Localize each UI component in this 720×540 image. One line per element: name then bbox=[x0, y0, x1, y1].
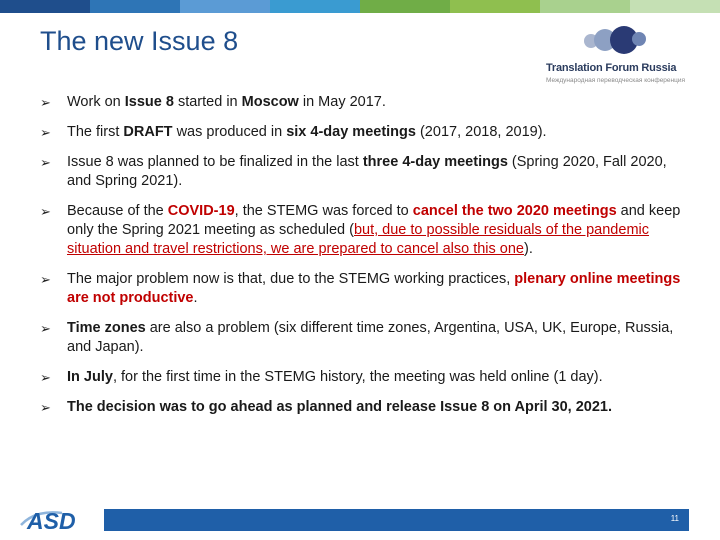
bullet-text-run: Moscow bbox=[241, 94, 299, 110]
bullet-item bbox=[40, 398, 690, 417]
bullet-text-run: The first bbox=[67, 124, 124, 140]
arrow-bullet-icon: ➢ bbox=[40, 272, 51, 287]
bullet-text-run: Issue 8 was planned to be finalized in the last bbox=[67, 154, 363, 170]
top-stripe-segment bbox=[0, 0, 90, 13]
asd-logo-text: ASD bbox=[27, 508, 76, 533]
bullet-list bbox=[40, 93, 690, 428]
bullet-text-run: , the STEMG was forced to bbox=[234, 203, 413, 219]
logo-name: Translation Forum Russia bbox=[546, 62, 677, 74]
top-stripe-segment bbox=[540, 0, 630, 13]
bullet-text bbox=[67, 202, 690, 259]
arrow-bullet-icon: ➢ bbox=[40, 125, 51, 140]
bullet-item bbox=[40, 153, 690, 191]
bullet-item bbox=[40, 368, 690, 387]
bullet-text bbox=[67, 368, 603, 387]
bullet-text-run: was produced in bbox=[172, 124, 287, 140]
arrow-bullet-icon: ➢ bbox=[40, 370, 51, 385]
bullet-text-run: in May 2017. bbox=[298, 94, 386, 110]
asd-logo bbox=[18, 503, 90, 533]
bullet-text-run: , for the first time in the STEMG history, the meeting was held online (1 day). bbox=[112, 369, 603, 385]
top-stripe-segment bbox=[270, 0, 360, 13]
bullet-text-run: In July bbox=[67, 369, 113, 385]
logo-subtitle: Международная переводческая конференция bbox=[546, 77, 686, 84]
top-stripe-segment bbox=[450, 0, 540, 13]
bullet-text-run: Work on bbox=[67, 94, 125, 110]
arrow-bullet-icon: ➢ bbox=[40, 155, 51, 170]
bullet-text-run: cancel the two 2020 meetings bbox=[412, 203, 617, 219]
bullet-text-run: started in bbox=[173, 94, 242, 110]
page-number: 11 bbox=[670, 514, 679, 523]
logo-circles-icon bbox=[584, 26, 644, 54]
arrow-bullet-icon: ➢ bbox=[40, 400, 51, 415]
bullet-text-run: are also a problem (six different time zones, Argentina, USA, UK, Europe, Russia, and Japan). bbox=[67, 320, 674, 355]
bullet-text-run: . bbox=[193, 290, 198, 306]
bullet-item bbox=[40, 123, 690, 142]
bullet-text-run: three 4-day meetings bbox=[362, 154, 508, 170]
bullet-text bbox=[67, 93, 386, 112]
arrow-bullet-icon: ➢ bbox=[40, 321, 51, 336]
top-color-stripe bbox=[0, 0, 720, 13]
bullet-item bbox=[40, 202, 690, 259]
bullet-text-run: DRAFT bbox=[123, 124, 173, 140]
arrow-bullet-icon: ➢ bbox=[40, 95, 51, 110]
bullet-text-run: Time zones bbox=[67, 320, 146, 336]
bullet-text bbox=[67, 153, 690, 191]
bullet-item bbox=[40, 319, 690, 357]
arrow-bullet-icon: ➢ bbox=[40, 204, 51, 219]
bullet-text-run: Because of the bbox=[67, 203, 168, 219]
bullet-text-run: Issue 8 bbox=[124, 94, 174, 110]
bullet-text bbox=[67, 319, 690, 357]
bullet-text-run: (2017, 2018, 2019). bbox=[415, 124, 547, 140]
bullet-text-run: (Spring 2020, Fall 2020, and Spring 2021). bbox=[67, 154, 667, 189]
bullet-text-run: ). bbox=[524, 241, 533, 257]
top-stripe-segment bbox=[630, 0, 720, 13]
bullet-text-run: COVID-19 bbox=[167, 203, 235, 219]
bullet-item bbox=[40, 270, 690, 308]
footer-bar bbox=[104, 509, 689, 531]
top-stripe-segment bbox=[180, 0, 270, 13]
bullet-text-run: and keep only the Spring 2021 meeting as scheduled ( bbox=[67, 203, 681, 238]
bullet-text-run: but, due to possible residuals of the pandemic situation and travel restrictions, we are prepared to cancel also this one bbox=[67, 222, 649, 257]
bullet-text-run: The major problem now is that, due to the STEMG working practices, bbox=[67, 271, 515, 287]
translation-forum-russia-logo bbox=[544, 22, 694, 84]
top-stripe-segment bbox=[90, 0, 180, 13]
bullet-text-run: six 4-day meetings bbox=[286, 124, 416, 140]
bullet-text bbox=[67, 398, 612, 417]
bullet-text-run: plenary online meetings are not productive bbox=[67, 271, 681, 306]
slide-title: The new Issue 8 bbox=[40, 26, 239, 56]
asd-logo-icon bbox=[18, 503, 90, 533]
bullet-text bbox=[67, 270, 690, 308]
bullet-text bbox=[67, 123, 547, 142]
top-stripe-segment bbox=[360, 0, 450, 13]
bullet-item bbox=[40, 93, 690, 112]
bullet-text-run: The decision was to go ahead as planned and release Issue 8 on April 30, 2021. bbox=[67, 399, 613, 415]
